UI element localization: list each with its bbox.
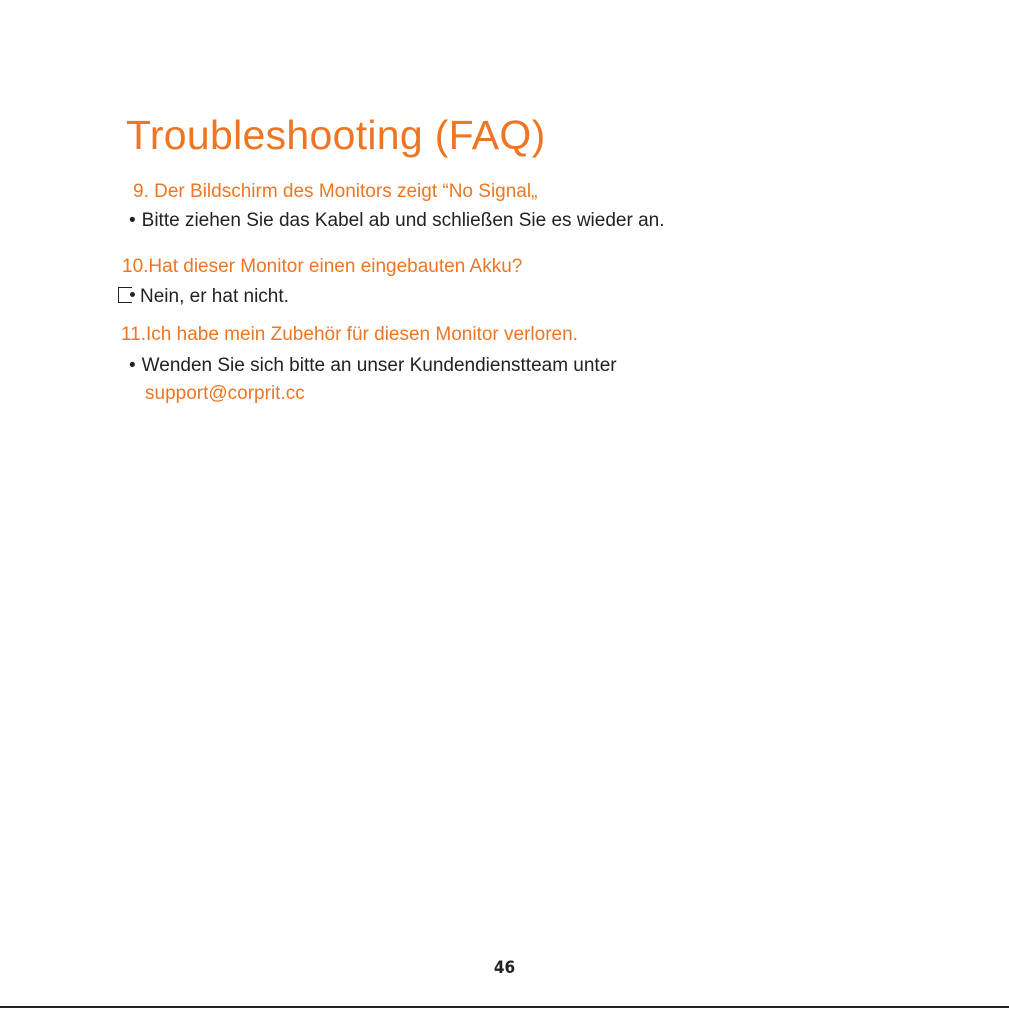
- page-title: Troubleshooting (FAQ): [126, 112, 546, 158]
- footer-divider: [0, 1006, 1009, 1008]
- faq-answer-10-text: Nein, er hat nicht.: [140, 286, 289, 307]
- bullet-icon: •: [129, 355, 136, 376]
- page-number: 46: [493, 958, 516, 978]
- faq-question-11: 11.Ich habe mein Zubehör für diesen Monitor verloren.: [121, 324, 578, 345]
- faq-question-9: 9. Der Bildschirm des Monitors zeigt “No Signal„: [133, 181, 538, 202]
- faq-question-10: 10.Hat dieser Monitor einen eingebauten Akku?: [122, 256, 523, 277]
- faq-answer-11-text: Wenden Sie sich bitte an unser Kundendienstteam unter: [141, 355, 617, 376]
- box-bullet-icon: [118, 287, 132, 303]
- faq-answer-10: [118, 286, 289, 308]
- faq-answer-11: [129, 355, 617, 377]
- bullet-icon: •: [129, 210, 136, 231]
- support-email-link[interactable]: support@corprit.cc: [145, 383, 305, 404]
- faq-answer-9-text: Bitte ziehen Sie das Kabel ab und schließen Sie es wieder an.: [141, 210, 665, 231]
- faq-answer-9: [129, 210, 664, 232]
